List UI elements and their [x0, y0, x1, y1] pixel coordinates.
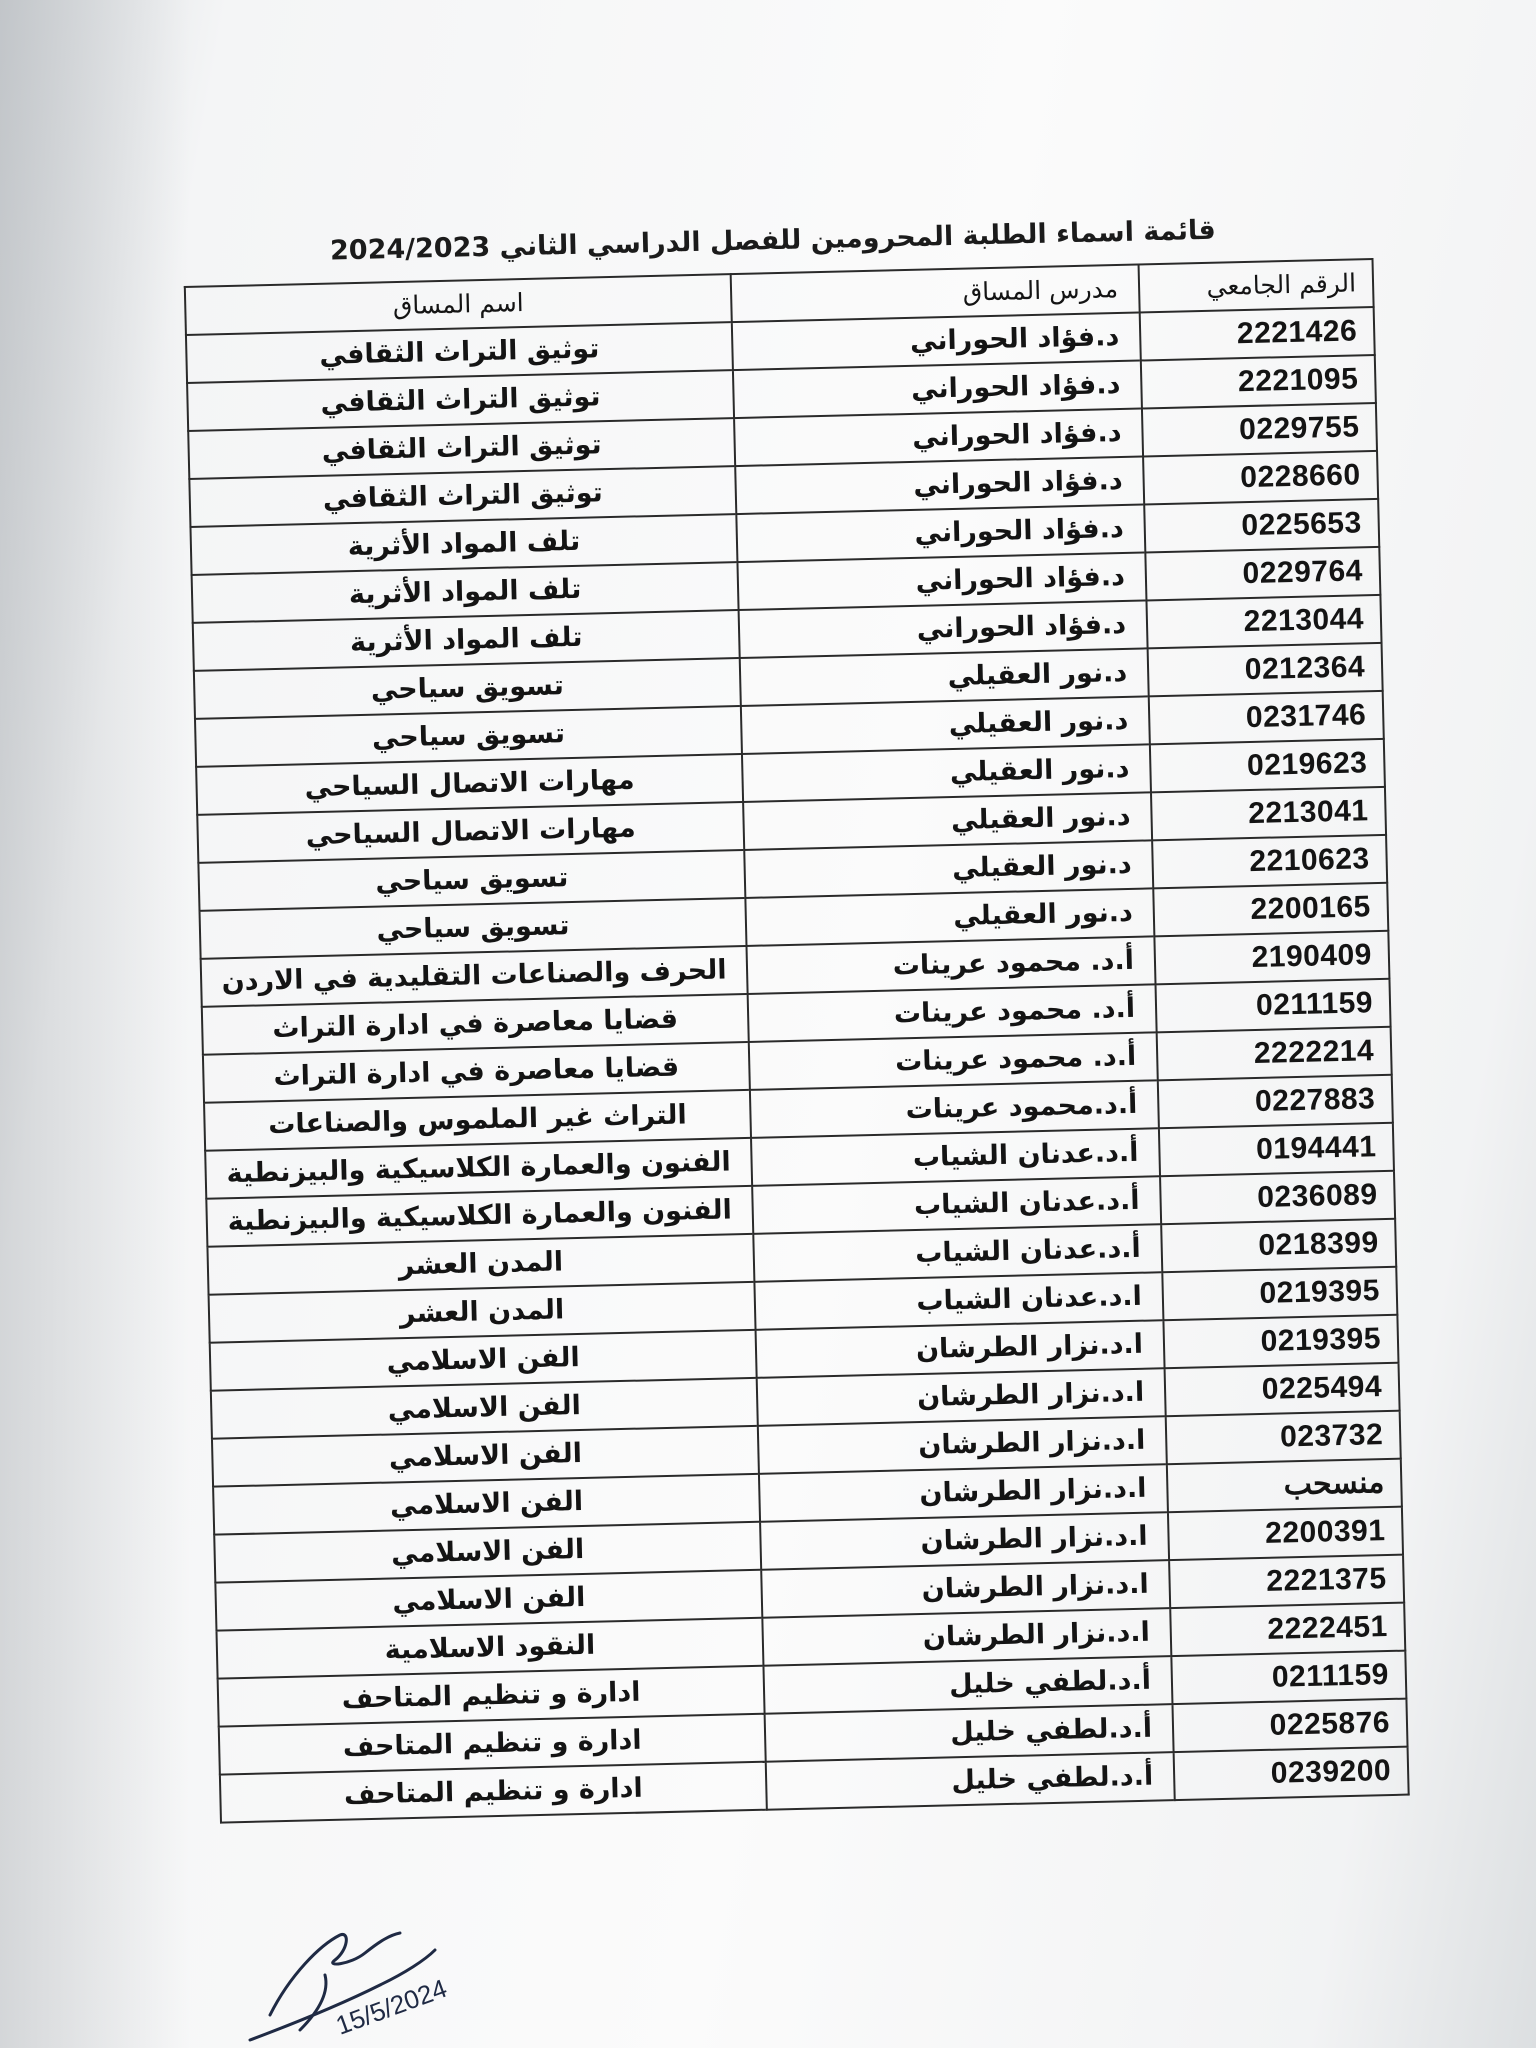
course-cell: الفن الاسلامي [210, 1330, 757, 1391]
header-course: اسم المساق [185, 274, 732, 335]
instructor-cell: د.فؤاد الحوراني [735, 456, 1144, 514]
instructor-cell: د.نور العقيلي [743, 792, 1152, 850]
course-cell: قضايا معاصرة في ادارة التراث [203, 1042, 750, 1103]
header-instructor: مدرس المساق [731, 265, 1140, 323]
instructor-cell: ا.د.نزار الطرشان [756, 1320, 1165, 1378]
course-cell: الفن الاسلامي [214, 1522, 761, 1583]
signature-date: 15/5/2024 [331, 1972, 451, 2041]
instructor-cell: د.نور العقيلي [740, 648, 1149, 706]
student-id-cell: 2200391 [1168, 1507, 1403, 1560]
course-cell: التراث غير الملموس والصناعات [204, 1090, 751, 1151]
course-cell: توثيق التراث الثقافي [187, 370, 734, 431]
instructor-cell: أ.د.عدنان الشياب [752, 1176, 1161, 1234]
student-id-cell: 2221095 [1141, 355, 1376, 408]
instructor-cell: أ.د. محمود عرينات [748, 984, 1157, 1042]
course-cell: توثيق التراث الثقافي [188, 418, 735, 479]
instructor-cell: ا.د.نزار الطرشان [760, 1512, 1169, 1570]
student-id-cell: 2213041 [1151, 787, 1386, 840]
instructor-cell: أ.د. محمود عرينات [746, 936, 1155, 994]
student-id-cell: 0194441 [1159, 1123, 1394, 1176]
instructor-cell: د.نور العقيلي [744, 840, 1153, 898]
students-table [184, 258, 1410, 1824]
course-cell: تلف المواد الأثرية [193, 610, 740, 671]
instructor-cell: د.فؤاد الحوراني [737, 552, 1146, 610]
course-cell: توثيق التراث الثقافي [186, 322, 733, 383]
table-body [186, 307, 1409, 1823]
student-id-cell: 2221375 [1169, 1555, 1404, 1608]
student-id-cell: 0239200 [1174, 1747, 1409, 1800]
course-cell: الفنون والعمارة الكلاسيكية والبيزنطية [205, 1138, 752, 1199]
instructor-cell: د.نور العقيلي [745, 888, 1154, 946]
instructor-cell: ا.د.عدنان الشياب [754, 1272, 1163, 1330]
instructor-cell: د.نور العقيلي [742, 744, 1151, 802]
student-id-cell: 2222451 [1170, 1603, 1405, 1656]
student-id-cell: 0212364 [1148, 643, 1383, 696]
document-body [182, 196, 1409, 1824]
course-cell: الحرف والصناعات التقليدية في الاردن [201, 946, 748, 1007]
student-id-cell: 0225653 [1144, 499, 1379, 552]
course-cell: الفنون والعمارة الكلاسيكية والبيزنطية [206, 1186, 753, 1247]
course-cell: تلف المواد الأثرية [192, 562, 739, 623]
student-id-cell: 2221426 [1140, 307, 1375, 360]
student-id-cell: 2213044 [1146, 595, 1381, 648]
course-cell: الفن الاسلامي [212, 1426, 759, 1487]
student-id-cell: 0211159 [1171, 1651, 1406, 1704]
instructor-cell: د.فؤاد الحوراني [734, 408, 1143, 466]
course-cell: ادارة و تنظيم المتاحف [218, 1666, 765, 1727]
instructor-cell: ا.د.نزار الطرشان [761, 1560, 1170, 1618]
instructor-cell: أ.د.لطفي خليل [765, 1704, 1174, 1762]
course-cell: تسويق سياحي [198, 850, 745, 911]
student-id-cell: 0231746 [1149, 691, 1384, 744]
course-cell: توثيق التراث الثقافي [189, 466, 736, 527]
instructor-cell: أ.د. محمود عرينات [749, 1032, 1158, 1090]
student-id-cell: 2210623 [1152, 835, 1387, 888]
student-id-cell: 0219395 [1163, 1315, 1398, 1368]
student-id-cell: 2190409 [1154, 931, 1389, 984]
student-id-cell: 0229764 [1145, 547, 1380, 600]
instructor-cell: ا.د.نزار الطرشان [757, 1368, 1166, 1426]
student-id-cell: 0219623 [1150, 739, 1385, 792]
instructor-cell: ا.د.نزار الطرشان [762, 1608, 1171, 1666]
course-cell: المدن العشر [209, 1282, 756, 1343]
course-cell: الفن الاسلامي [213, 1474, 760, 1535]
instructor-cell: أ.د.عدنان الشياب [751, 1128, 1160, 1186]
course-cell: ادارة و تنظيم المتاحف [220, 1762, 767, 1823]
course-cell: مهارات الاتصال السياحي [196, 754, 743, 815]
student-id-cell: 0228660 [1143, 451, 1378, 504]
header-student-id: الرقم الجامعي [1139, 259, 1374, 312]
instructor-cell: ا.د.نزار الطرشان [759, 1464, 1168, 1522]
course-cell: ادارة و تنظيم المتاحف [219, 1714, 766, 1775]
course-cell: الفن الاسلامي [211, 1378, 758, 1439]
course-cell: تسويق سياحي [200, 898, 747, 959]
instructor-cell: أ.د.عدنان الشياب [753, 1224, 1162, 1282]
instructor-cell: د.نور العقيلي [741, 696, 1150, 754]
student-id-cell: 0227883 [1158, 1075, 1393, 1128]
student-id-cell: 2222214 [1157, 1027, 1392, 1080]
instructor-cell: ا.د.نزار الطرشان [758, 1416, 1167, 1474]
page-shadow [0, 0, 190, 2048]
instructor-cell: د.فؤاد الحوراني [736, 504, 1145, 562]
student-id-cell: 2200165 [1153, 883, 1388, 936]
course-cell: قضايا معاصرة في ادارة التراث [202, 994, 749, 1055]
course-cell: تسويق سياحي [194, 658, 741, 719]
student-id-cell: 0236089 [1160, 1171, 1395, 1224]
student-id-cell: 0229755 [1142, 403, 1377, 456]
course-cell: الفن الاسلامي [215, 1570, 762, 1631]
student-id-cell: 0225494 [1165, 1363, 1400, 1416]
student-id-cell: 0218399 [1161, 1219, 1396, 1272]
instructor-cell: د.فؤاد الحوراني [739, 600, 1148, 658]
course-cell: تلف المواد الأثرية [190, 514, 737, 575]
document-title: قائمة اسماء الطلبة المحرومين للفصل الدراسي الثاني 2024/2023 [329, 214, 1217, 267]
student-id-cell: 0211159 [1156, 979, 1391, 1032]
student-id-cell: 0225876 [1172, 1699, 1407, 1752]
student-id-cell: 023732 [1166, 1411, 1401, 1464]
course-cell: المدن العشر [207, 1234, 754, 1295]
instructor-cell: أ.د.لطفي خليل [766, 1752, 1175, 1810]
instructor-cell: د.فؤاد الحوراني [733, 360, 1142, 418]
course-cell: تسويق سياحي [195, 706, 742, 767]
instructor-cell: أ.د.محمود عرينات [750, 1080, 1159, 1138]
course-cell: مهارات الاتصال السياحي [197, 802, 744, 863]
student-id-cell: 0219395 [1162, 1267, 1397, 1320]
handwritten-signature [230, 1905, 490, 2048]
instructor-cell: د.فؤاد الحوراني [732, 313, 1141, 371]
course-cell: النقود الاسلامية [216, 1618, 763, 1679]
student-id-cell: منسحب [1167, 1459, 1402, 1512]
instructor-cell: أ.د.لطفي خليل [763, 1656, 1172, 1714]
